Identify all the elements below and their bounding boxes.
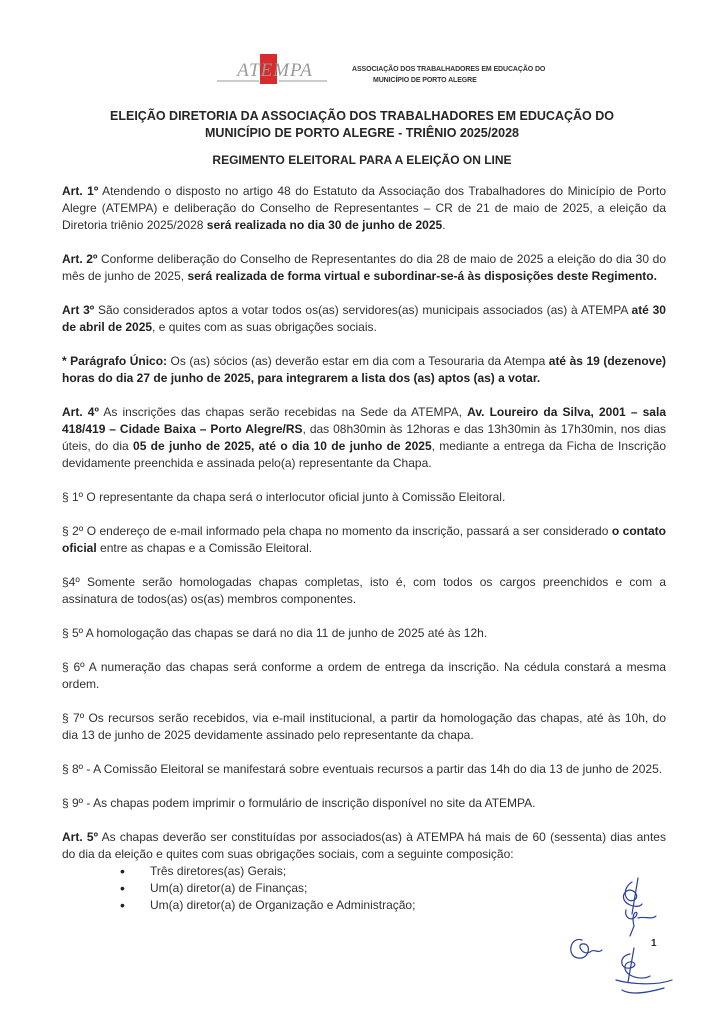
paragraph-1: § 1º O representante da chapa será o interlocutor oficial junto à Comissão Eleitoral.	[62, 490, 506, 504]
document-title	[60, 108, 664, 142]
article-3-text: São considerados aptos a votar todos os(as) servidores(as) municipais associados (as) à ATEMPA	[94, 303, 632, 317]
article-4-text-1: As inscrições das chapas serão recebidas na Sede da ATEMPA,	[98, 405, 468, 419]
org-line-2: MUNICÍPIO DE PORTO ALEGRE	[373, 77, 477, 84]
document-subtitle: REGIMENTO ELEITORAL PARA A ELEIÇÃO ON LINE	[212, 153, 512, 167]
title-line-1: ELEIÇÃO DIRETORIA DA ASSOCIAÇÃO DOS TRABALHADORES EM EDUCAÇÃO DO	[110, 109, 614, 123]
article-3-bold: até 30 de abril de 2025	[62, 303, 666, 334]
svg-text:ATEMPA	[235, 60, 313, 81]
article-5-label: Art. 5º	[62, 830, 98, 844]
paragrafo-unico-text: Os (as) sócios (as) deverão estar em dia com a Tesouraria da Atempa	[167, 354, 549, 368]
paragraph-8: § 8º - A Comissão Eleitoral se manifestará sobre eventuais recursos a partir das 14h do dia 13 de junho de 2025.	[62, 762, 663, 776]
paragraph-2-bold: o contato oficial	[62, 524, 667, 555]
paragraph-5: § 5º A homologação das chapas se dará no dia 11 de junho de 2025 até às 12h.	[62, 626, 488, 640]
article-2	[62, 251, 666, 285]
article-1	[62, 183, 666, 234]
article-4-label: Art. 4º	[62, 405, 99, 419]
article-4	[62, 404, 666, 472]
article-4-text-3: , mediante a entrega da Ficha de Inscrição devidamente preenchida e assinada pelo(a) representante da Chapa.	[62, 439, 667, 470]
list-item: • Três diretores(as) Gerais;	[150, 863, 666, 880]
article-3-end: , e quites com as suas obrigações sociais.	[152, 320, 377, 334]
paragraph-2	[62, 523, 666, 557]
article-4-text-2: , das 08h30min às 12horas e das 13h30min às 17h30min, nos dias úteis, do dia	[62, 422, 666, 453]
article-3	[62, 302, 666, 336]
article-4-dates: 05 de junho de 2025, até o dia 10 de junho de 2025	[133, 439, 432, 453]
list-item: • Um(a) diretor(a) de Organização e Administração;	[150, 897, 666, 914]
paragraph-7: § 7º Os recursos serão recebidos, via e-mail institucional, a partir da homologação das chapas, até às 10h, do dia 13 de junho de 2025 devidamente assinado pelo representante da chapa.	[62, 711, 666, 742]
article-1-end: .	[442, 218, 446, 232]
title-line-2: MUNICÍPIO DE PORTO ALEGRE - TRIÊNIO 2025/2028	[205, 126, 519, 140]
article-4-address: Av. Loureiro da Silva, 2001 – sala 418/419 – Cidade Baixa – Porto Alegre/RS	[62, 405, 666, 436]
article-3-label: Art 3º	[62, 303, 95, 317]
article-1-label: Art. 1º	[62, 184, 99, 198]
list-item: • Um(a) diretor(a) de Finanças;	[150, 880, 666, 897]
paragraph-4: §4º Somente serão homologadas chapas completas, isto é, com todos os cargos preenchidos e com a assinatura de todos(as) os(as) membros componentes.	[62, 575, 666, 606]
paragraph-2-text: § 2º O endereço de e-mail informado pela chapa no momento da inscrição, passará a ser considerado	[62, 524, 612, 538]
article-2-text: Conforme deliberação do Conselho de Representantes do dia 28 de maio de 2025 a eleição do dia 30 do mês de junho de 2025,	[62, 252, 667, 283]
paragraph-9: § 9º - As chapas podem imprimir o formulário de inscrição disponível no site da ATEMPA.	[62, 796, 536, 810]
paragrafo-unico-bold: até às 19 (dezenove) horas do dia 27 de junho de 2025, para integrarem a lista dos (as) aptos (as) a votar.	[62, 354, 667, 385]
article-5-text: As chapas deverão ser constituídas por associados(as) à ATEMPA há mais de 60 (sessenta) dias antes do dia da eleição e quites com suas obrigações sociais, com a seguinte composição:	[62, 830, 666, 861]
paragrafo-unico-label: * Parágrafo Único:	[62, 354, 168, 368]
atempa-logo	[215, 54, 335, 88]
logo-text: ATEMPA	[237, 60, 313, 81]
regulation-body	[62, 183, 666, 914]
article-1-bold: será realizada no dia 30 de junho de 2025	[206, 218, 443, 232]
article-1-text: Atendendo o disposto no artigo 48 do Estatuto da Associação dos Trabalhadores do Minicípio de Porto Alegre (ATEMPA) e deliberação do Conselho de Representantes – CR de 21 de maio de 2025, a eleição da Diretoria triênio 2025/2028	[62, 184, 666, 232]
article-5	[62, 829, 666, 863]
org-line-1: ASSOCIAÇÃO DOS TRABALHADORES EM EDUCAÇÃO DO	[352, 66, 546, 73]
article-2-label: Art. 2º	[62, 252, 98, 266]
paragrafo-unico	[62, 353, 666, 387]
page-number: 1	[651, 938, 657, 949]
handwritten-initials	[560, 870, 700, 1010]
organization-name	[352, 64, 545, 86]
paragraph-6: § 6º A numeração das chapas será conforme a ordem de entrega da inscrição. Na cédula constará a mesma ordem.	[62, 660, 666, 691]
paragraph-2-end: entre as chapas e a Comissão Eleitoral.	[96, 541, 313, 555]
letterhead	[0, 52, 724, 92]
article-2-bold: será realizada de forma virtual e subordinar-se-á às disposições deste Regimento.	[187, 269, 657, 283]
